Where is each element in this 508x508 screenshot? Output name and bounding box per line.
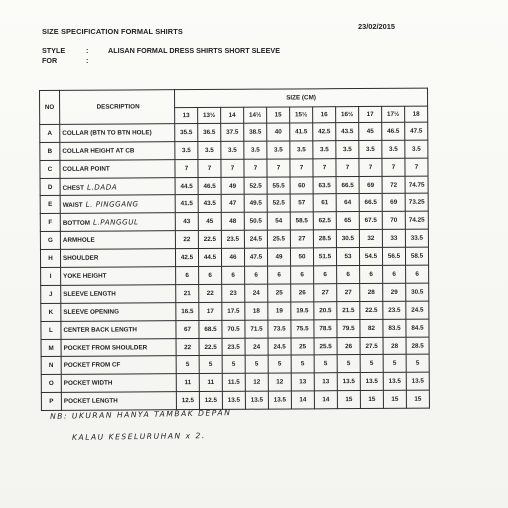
row-description-cell [61,267,176,286]
measurement-cell: 15 [383,391,406,409]
measurement-cell: 13.5 [222,391,245,409]
measurement-cell: 3.5 [382,140,405,158]
measurement-cell: 7 [175,159,198,177]
measurement-cell: 6 [406,265,429,283]
measurement-cell: 33.5 [405,229,428,247]
row-description: SLEEVE LENGTH [63,290,116,298]
row-code: H [40,249,60,267]
measurement-cell: 7 [405,158,428,176]
measurement-cell: 13 [314,373,337,391]
description-column-header: DESCRIPTION [60,90,175,125]
measurement-cell: 7 [359,158,382,176]
table-row [41,265,429,285]
measurement-cell: 72 [382,176,405,194]
measurement-cell: 53 [336,248,359,266]
table-row [41,390,429,410]
measurement-cell: 20.5 [314,301,337,319]
measurement-cell: 25.5 [267,230,290,248]
table-row [41,355,429,375]
measurement-cell: 27 [337,283,360,301]
measurement-cell: 13.5 [360,373,383,391]
measurement-cell: 36.5 [198,123,221,141]
measurement-cell: 24.5 [406,301,429,319]
measurement-cell: 12.5 [176,392,199,410]
for-row [42,56,108,65]
row-code: D [40,178,60,196]
row-description-cell [61,320,176,339]
measurement-cell: 52.5 [244,177,267,195]
style-colon: : [86,46,89,55]
row-code: G [40,232,60,250]
size-header-cell: 17 [359,106,382,122]
measurement-cell: 38.5 [244,123,267,141]
measurement-cell: 54 [267,212,290,230]
table-row [41,372,429,392]
measurement-cell: 5 [222,356,245,374]
size-header-cell: 17½ [382,106,405,122]
measurement-cell: 23.5 [383,301,406,319]
measurement-cell: 63.5 [313,176,336,194]
measurement-cell: 30.5 [336,230,359,248]
row-code: L [41,321,61,339]
measurement-cell: 15 [406,390,429,408]
table-row [40,176,428,196]
measurement-cell: 24.5 [268,338,291,356]
measurement-cell: 33 [382,229,405,247]
row-description: POCKET WIDTH [63,379,113,388]
measurement-cell: 43.5 [336,122,359,140]
table-row [41,319,429,339]
measurement-cell: 21 [176,284,199,302]
measurement-cell: 23.5 [222,338,245,356]
measurement-cell: 55.5 [267,177,290,195]
measurement-cell: 7 [336,158,359,176]
measurement-cell: 12 [245,373,268,391]
table-row [40,247,428,267]
measurement-cell: 70 [382,212,405,230]
size-header-cell: 15½ [290,107,313,123]
row-description: POCKET FROM CF [63,361,121,370]
handwritten-annotation: L. PINGGANG [85,199,139,210]
measurement-cell: 18 [245,302,268,320]
measurement-cell: 29 [383,283,406,301]
measurement-cell: 46 [221,248,244,266]
measurement-cell: 23 [222,284,245,302]
measurement-cell: 70.5 [222,320,245,338]
measurement-cell: 56.5 [382,247,405,265]
for-label: FOR [42,56,58,65]
measurement-cell: 62.5 [313,212,336,230]
measurement-cell: 46.5 [382,122,405,140]
row-description-cell [61,392,176,411]
measurement-cell: 7 [221,159,244,177]
measurement-cell: 37.5 [221,123,244,141]
row-code: J [41,285,61,303]
measurement-cell: 68.5 [199,320,222,338]
measurement-cell: 57 [290,194,313,212]
size-group-header: SIZE (CM) [175,88,428,107]
measurement-cell: 11 [176,374,199,392]
measurement-cell: 47 [221,195,244,213]
size-header-cell: 16½ [336,106,359,122]
measurement-cell: 6 [314,266,337,284]
handwritten-note-line-2: KALAU KESELURUHAN x 2. [71,431,206,442]
measurement-cell: 7 [290,158,313,176]
measurement-cell: 3.5 [290,141,313,159]
measurement-cell: 69 [382,194,405,212]
measurement-cell: 6 [245,266,268,284]
row-description-cell [61,285,176,304]
row-code: K [41,303,61,321]
table-row [41,301,429,321]
measurement-cell: 71.5 [245,320,268,338]
measurement-cell: 42.5 [175,249,198,267]
measurement-cell: 12.5 [199,392,222,410]
row-description: COLLAR (BTN TO BTN HOLE) [62,129,152,137]
measurement-cell: 66.5 [359,194,382,212]
measurement-cell: 15 [337,391,360,409]
document-title: SIZE SPECIFICATION FORMAL SHIRTS [42,27,183,36]
measurement-cell: 65 [336,212,359,230]
size-header-cell: 15 [267,107,290,123]
measurement-cell: 3.5 [405,140,428,158]
measurement-cell: 7 [267,159,290,177]
measurement-cell: 22 [199,284,222,302]
row-description: BOTTOM [62,219,91,228]
measurement-cell: 27.5 [360,337,383,355]
measurement-cell: 19 [268,302,291,320]
measurement-cell: 69 [359,176,382,194]
measurement-cell: 22 [176,338,199,356]
measurement-cell: 28 [360,283,383,301]
row-code: A [40,124,60,142]
row-description: YOKE HEIGHT [63,272,107,280]
measurement-cell: 42.5 [313,123,336,141]
size-header-cell: 16 [313,107,336,123]
measurement-cell: 5 [383,355,406,373]
size-header-cell: 13½ [198,107,221,123]
row-description-cell [60,195,175,214]
size-spec-table [39,88,430,412]
row-description: POCKET FROM SHOULDER [63,343,148,352]
row-code: B [40,142,60,160]
row-code: P [41,393,61,411]
measurement-cell: 83.5 [383,319,406,337]
row-description-cell [60,159,175,178]
measurement-cell: 24 [245,338,268,356]
measurement-cell: 24.5 [244,230,267,248]
measurement-cell: 49.5 [244,195,267,213]
measurement-cell: 75.5 [291,320,314,338]
measurement-cell: 21.5 [337,301,360,319]
measurement-cell: 5 [176,356,199,374]
table-header-row [40,88,428,108]
measurement-cell: 6 [199,266,222,284]
row-description: WAIST [62,202,83,210]
measurement-cell: 3.5 [359,140,382,158]
measurement-cell: 17 [199,302,222,320]
measurement-cell: 13.5 [383,373,406,391]
measurement-cell: 45 [198,213,221,231]
row-description-cell [61,356,176,375]
measurement-cell: 45 [359,122,382,140]
measurement-cell: 13.5 [245,391,268,409]
measurement-cell: 52.5 [267,194,290,212]
row-code: E [40,196,60,214]
measurement-cell: 3.5 [198,141,221,159]
measurement-cell: 5 [291,355,314,373]
measurement-cell: 84.5 [406,319,429,337]
measurement-cell: 5 [199,356,222,374]
row-description: SHOULDER [63,254,99,262]
table-row [40,211,428,231]
measurement-cell: 44.5 [175,177,198,195]
measurement-cell: 47.5 [244,248,267,266]
measurement-cell: 28.5 [406,337,429,355]
style-label: STYLE [42,46,66,55]
measurement-cell: 50.5 [244,212,267,230]
measurement-cell: 28.5 [313,230,336,248]
measurement-cell: 5 [406,355,429,373]
measurement-cell: 54.5 [359,248,382,266]
measurement-cell: 66.5 [336,176,359,194]
size-header-cell: 14 [221,107,244,123]
measurement-cell: 58.5 [405,247,428,265]
measurement-cell: 64 [336,194,359,212]
measurement-cell: 11.5 [222,374,245,392]
size-header-cell: 18 [405,106,428,122]
measurement-cell: 5 [337,355,360,373]
measurement-cell: 67.5 [359,212,382,230]
document-date: 23/02/2015 [358,22,395,31]
measurement-cell: 40 [267,123,290,141]
measurement-cell: 16.5 [176,302,199,320]
handwritten-annotation: L.PANGGUL [92,217,139,227]
table-row [41,283,429,303]
row-code: M [41,339,61,357]
measurement-cell: 3.5 [313,140,336,158]
measurement-cell: 73.5 [268,320,291,338]
measurement-cell: 58.5 [290,212,313,230]
measurement-cell: 13.5 [268,391,291,409]
row-description-cell [60,177,175,196]
spec-table-body [40,122,430,411]
measurement-cell: 3.5 [336,140,359,158]
row-code: I [41,267,61,285]
measurement-cell: 7 [313,158,336,176]
measurement-cell: 49 [267,248,290,266]
row-description: POCKET LENGTH [63,397,118,406]
measurement-cell: 50 [290,248,313,266]
row-description-cell [60,213,175,232]
row-code: N [41,357,61,375]
row-description-cell [61,338,176,357]
measurement-cell: 35.5 [175,123,198,141]
measurement-cell: 25.5 [314,337,337,355]
measurement-cell: 5 [314,355,337,373]
measurement-cell: 60 [290,176,313,194]
measurement-cell: 25 [268,284,291,302]
row-description-cell [61,374,176,393]
measurement-cell: 6 [291,266,314,284]
measurement-cell: 49 [221,177,244,195]
measurement-cell: 14 [314,391,337,409]
measurement-cell: 3.5 [244,141,267,159]
measurement-cell: 74.25 [405,211,428,229]
measurement-cell: 6 [268,266,291,284]
style-value: ALISAN FORMAL DRESS SHIRTS SHORT SLEEVE [108,46,280,55]
measurement-cell: 22.5 [360,301,383,319]
for-colon: : [86,56,89,65]
no-column-header: NO [40,90,60,124]
measurement-cell: 7 [244,159,267,177]
row-code: C [40,160,60,178]
row-description-cell [60,141,175,160]
row-description-cell [60,249,175,268]
measurement-cell: 3.5 [267,141,290,159]
measurement-cell: 46.5 [198,177,221,195]
table-row [40,194,428,214]
measurement-cell: 15 [360,391,383,409]
measurement-cell: 48 [221,213,244,231]
measurement-cell: 13.5 [406,372,429,390]
measurement-cell: 3.5 [221,141,244,159]
measurement-cell: 13.5 [337,373,360,391]
measurement-cell: 43.5 [198,195,221,213]
row-description-cell [60,231,175,250]
style-row [42,46,280,55]
measurement-cell: 7 [382,158,405,176]
measurement-cell: 26 [337,337,360,355]
row-description: CENTER BACK LENGTH [63,326,137,334]
table-row [40,158,428,178]
row-code: O [41,375,61,393]
measurement-cell: 41.5 [290,123,313,141]
measurement-cell: 43 [175,213,198,231]
measurement-cell: 6 [383,265,406,283]
measurement-cell: 17.5 [222,302,245,320]
measurement-cell: 44.5 [198,249,221,267]
measurement-cell: 19.5 [291,302,314,320]
measurement-cell: 3.5 [175,141,198,159]
row-description: SLEEVE OPENING [63,308,120,316]
size-header-cell: 14½ [244,107,267,123]
measurement-cell: 12 [268,373,291,391]
row-description: COLLAR HEIGHT AT CB [62,147,135,155]
measurement-cell: 5 [360,355,383,373]
measurement-cell: 51.5 [313,248,336,266]
measurement-cell: 27 [290,230,313,248]
measurement-cell: 5 [268,355,291,373]
table-row [40,229,428,249]
handwritten-annotation: L.DADA [86,182,118,192]
measurement-cell: 41.5 [175,195,198,213]
measurement-cell: 22 [175,231,198,249]
measurement-cell: 23.5 [221,230,244,248]
measurement-cell: 32 [359,230,382,248]
measurement-cell: 6 [337,266,360,284]
measurement-cell: 6 [222,266,245,284]
row-description: COLLAR POINT [62,165,110,173]
measurement-cell: 7 [198,159,221,177]
measurement-cell: 14 [291,391,314,409]
measurement-cell: 82 [360,319,383,337]
measurement-cell: 61 [313,194,336,212]
measurement-cell: 30.5 [406,283,429,301]
measurement-cell: 6 [360,265,383,283]
row-description-cell [61,302,176,321]
size-header-cell: 13 [175,107,198,123]
measurement-cell: 6 [176,267,199,285]
measurement-cell: 74.75 [405,176,428,194]
table-row [40,140,428,160]
measurement-cell: 28 [383,337,406,355]
handwritten-note-line-1: NB: UKURAN HANYA TAMBAK DEPAN [49,408,232,421]
row-description: ARMHOLE [62,236,95,245]
measurement-cell: 24 [245,284,268,302]
measurement-cell: 78.5 [314,319,337,337]
table-row [41,337,429,357]
table-row [40,122,428,142]
measurement-cell: 26 [291,284,314,302]
measurement-cell: 5 [245,356,268,374]
row-code: F [40,214,60,232]
measurement-cell: 25 [291,337,314,355]
measurement-cell: 67 [176,320,199,338]
measurement-cell: 27 [314,284,337,302]
measurement-cell: 47.5 [405,122,428,140]
measurement-cell: 22.5 [199,338,222,356]
measurement-cell: 11 [199,374,222,392]
measurement-cell: 22.5 [198,231,221,249]
measurement-cell: 79.5 [337,319,360,337]
row-description: CHEST [62,184,84,192]
row-description-cell [60,124,175,143]
measurement-cell: 73.25 [405,194,428,212]
measurement-cell: 13 [291,373,314,391]
